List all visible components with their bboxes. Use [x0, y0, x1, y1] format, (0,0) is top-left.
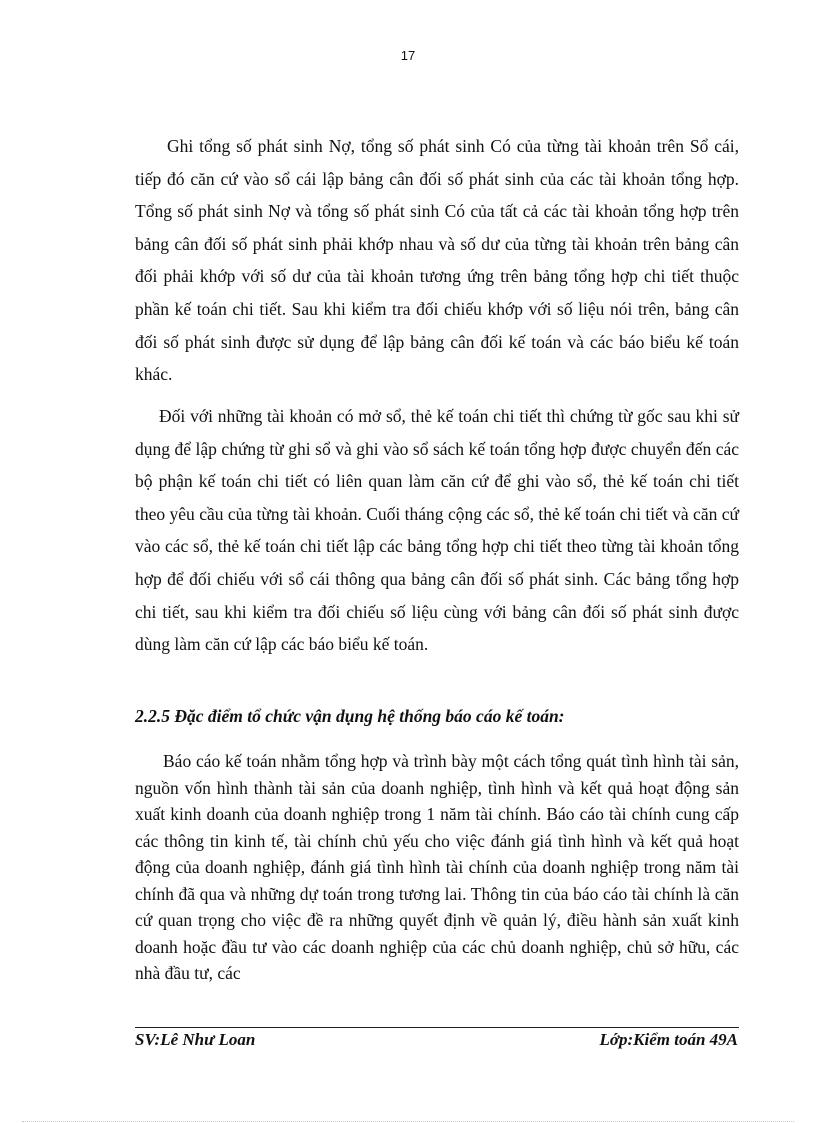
footer-divider — [135, 1027, 739, 1028]
body-paragraph-1: Ghi tổng số phát sinh Nợ, tổng số phát sinh Có của từng tài khoản trên Sổ cái, tiếp đó căn cứ vào sổ cái lập bảng cân đối số phát sinh của các tài khoản tổng hợp. Tổng số phát sinh Nợ và tổng số phát sinh Có của tất cả các tài khoản tổng hợp trên bảng cân đối số phát sinh phải khớp nhau và số dư của từng tài khoản trên bảng cân đối phải khớp với số dư của tài khoản tương ứng trên bảng tổng hợp chi tiết thuộc phần kế toán chi tiết. Sau khi kiểm tra đối chiếu khớp với số liệu nói trên, bảng cân đối số phát sinh được sử dụng để lập bảng cân đối kế toán và các báo biểu kế toán khác. — [135, 136, 739, 385]
footer-student-name: SV:Lê Như Loan — [135, 1030, 256, 1049]
page-edge-divider — [22, 1121, 794, 1122]
section-heading: 2.2.5 Đặc điểm tổ chức vận dụng hệ thống báo cáo kế toán: — [135, 706, 565, 726]
footer-class-name: Lớp:Kiểm toán 49A — [599, 1030, 738, 1049]
body-paragraph-3: Báo cáo kế toán nhằm tổng hợp và trình bày một cách tổng quát tình hình tài sản, nguồn vốn hình thành tài sản của doanh nghiệp, tình hình và kết quả hoạt động sản xuất kinh doanh của doanh nghiệp trong 1 năm tài chính. Báo cáo tài chính cung cấp các thông tin kinh tế, tài chính chủ yếu cho việc đánh giá tình hình và kết quả hoạt động của doanh nghiệp, đánh giá tình hình tài chính của doanh nghiệp trong năm tài chính đã qua và những dự toán trong tương lai. Thông tin của báo cáo tài chính là căn cứ quan trọng cho việc đề ra những quyết định về quản lý, điều hành sản xuất kinh doanh hoặc đầu tư vào các doanh nghiệp của các chủ doanh nghiệp, chủ sở hữu, các nhà đầu tư, các — [135, 751, 739, 983]
body-paragraph-2: Đối với những tài khoản có mở sổ, thẻ kế toán chi tiết thì chứng từ gốc sau khi sử dụng để lập chứng từ ghi sổ và ghi vào sổ sách kế toán tổng hợp được chuyển đến các bộ phận kế toán chi tiết có liên quan làm căn cứ để ghi vào sổ, thẻ kế toán chi tiết theo yêu cầu của từng tài khoản. Cuối tháng cộng các sổ, thẻ kế toán chi tiết và căn cứ vào các sổ, thẻ kế toán chi tiết lập các bảng tổng hợp chi tiết theo từng tài khoản tổng hợp để đối chiếu với sổ cái thông qua bảng cân đối số phát sinh. Các bảng tổng hợp chi tiết, sau khi kiểm tra đối chiếu số liệu cùng với bảng cân đối số phát sinh được dùng làm căn cứ lập các báo biểu kế toán. — [135, 406, 739, 655]
page-number: 17 — [400, 48, 416, 63]
